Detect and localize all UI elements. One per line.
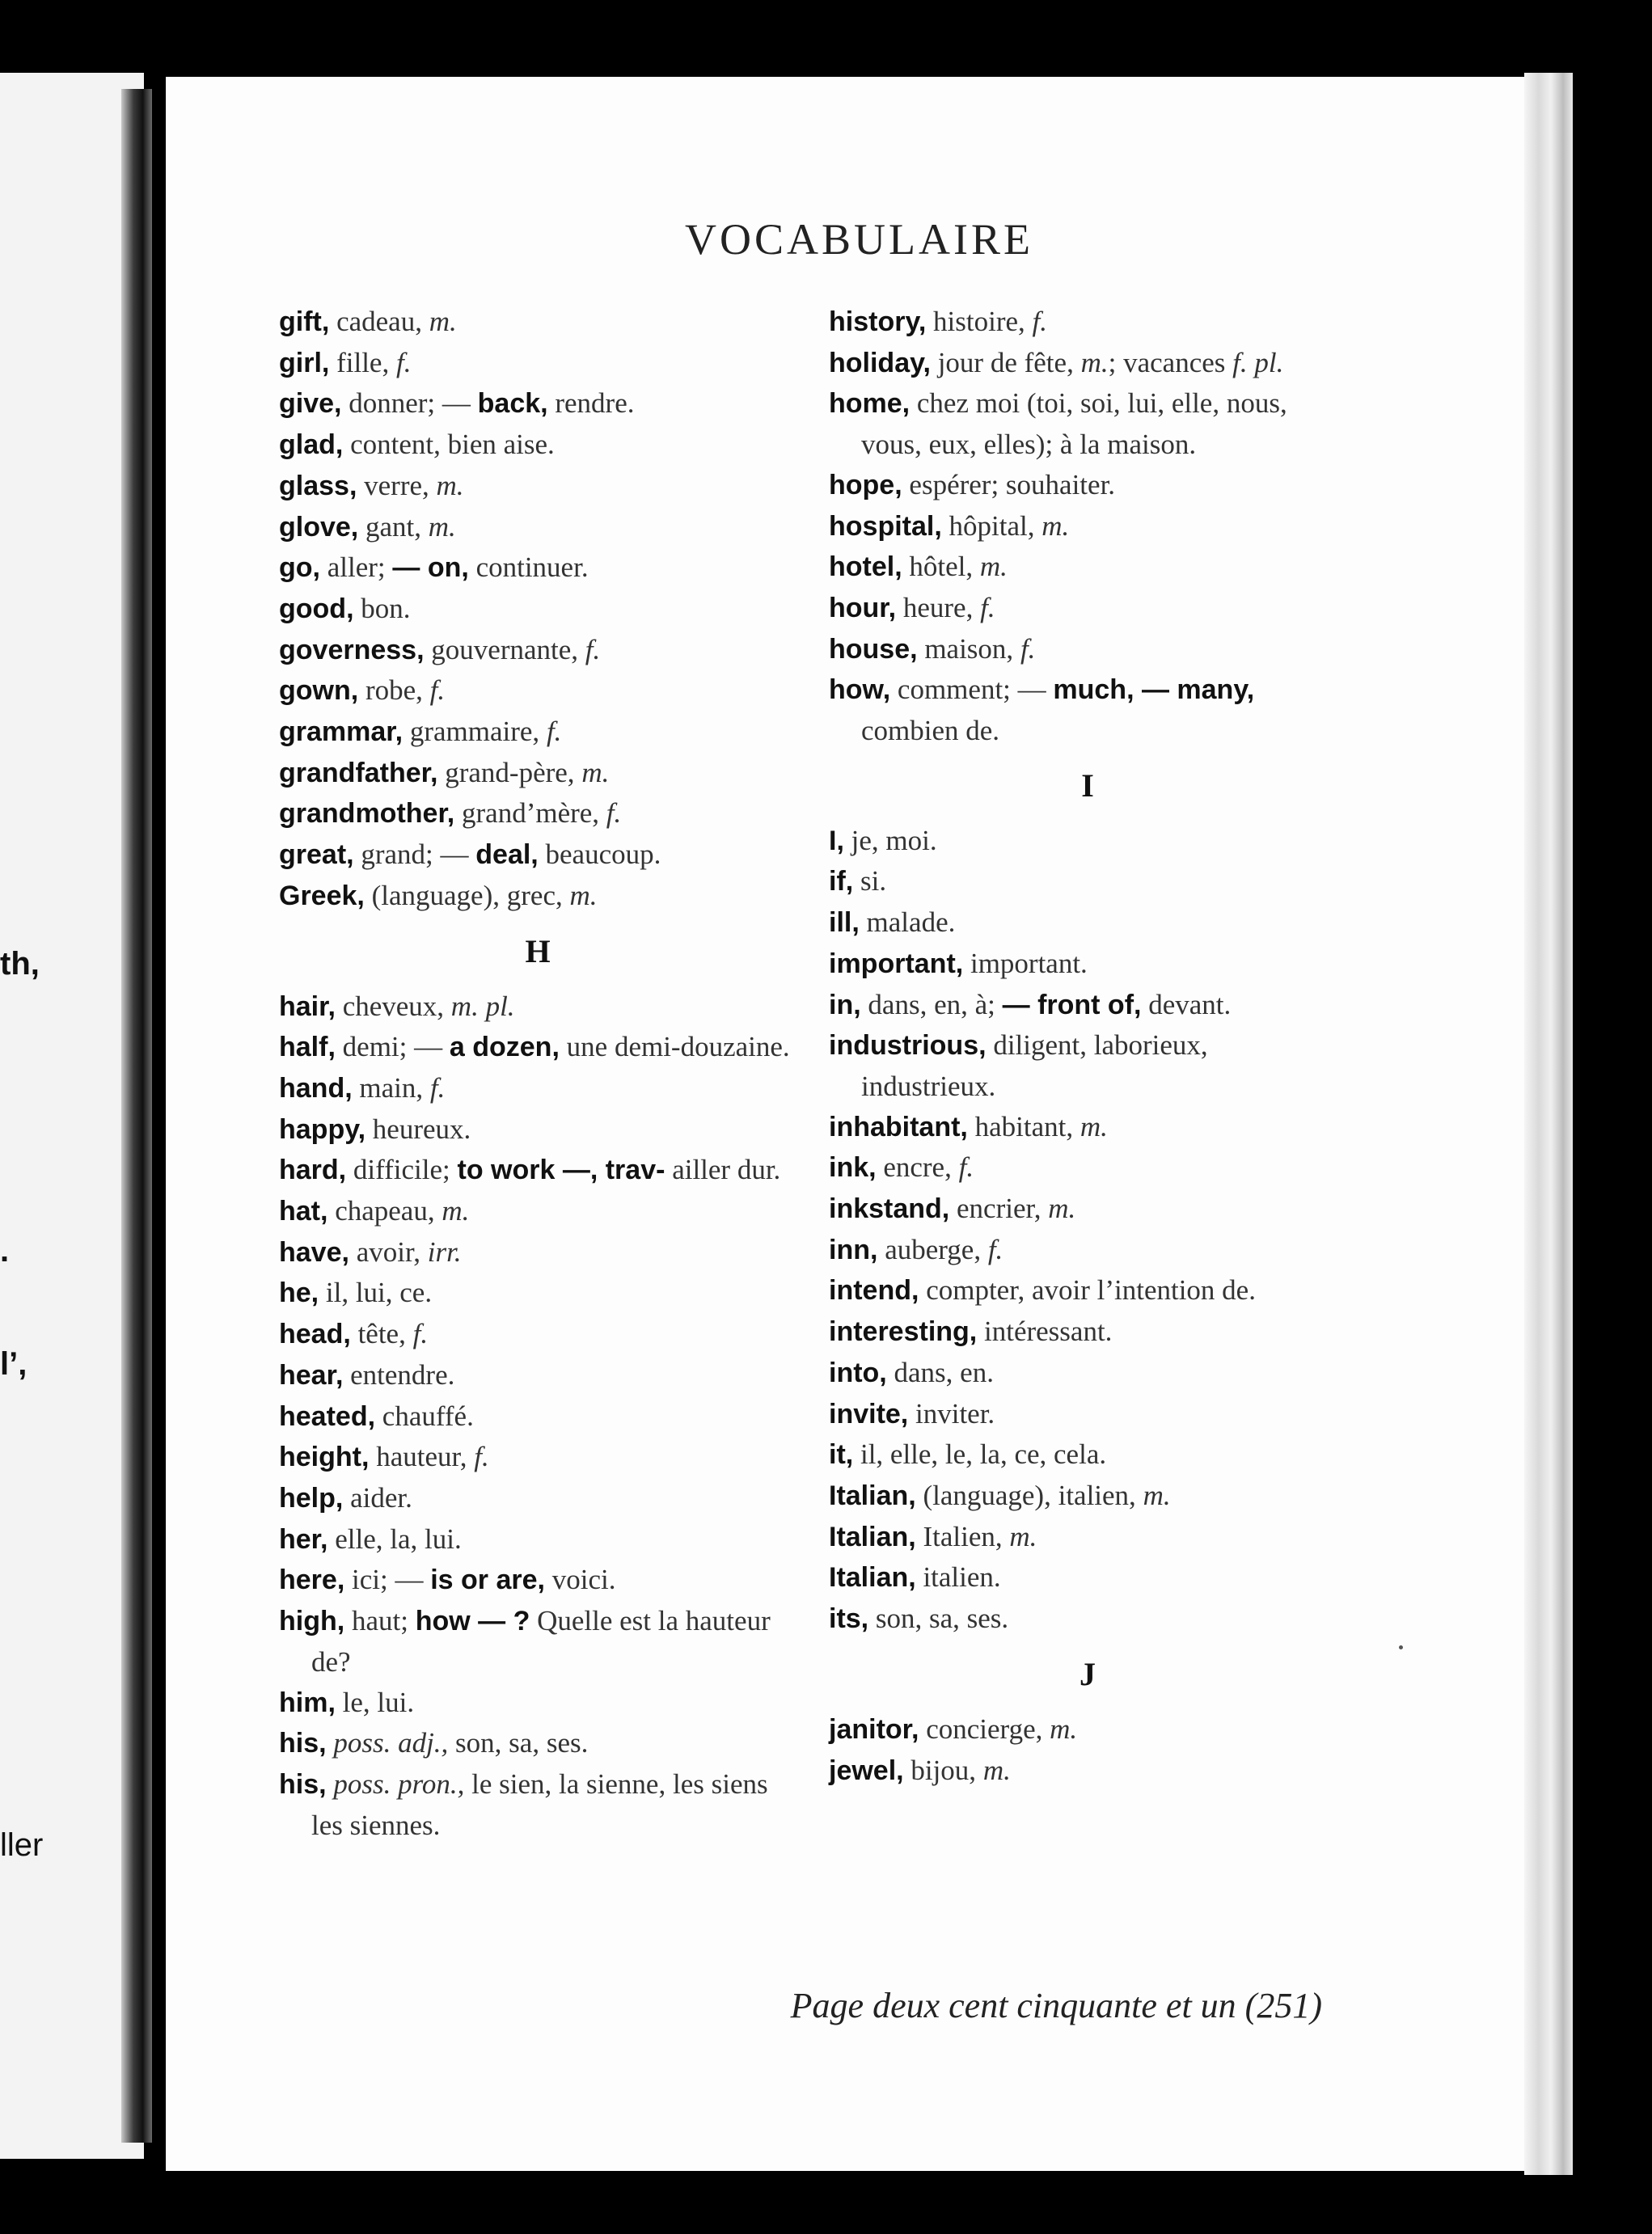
vocab-entry	[279, 670, 796, 712]
headword: house,	[829, 633, 918, 665]
headword: good,	[279, 593, 354, 624]
headword: Italian,	[829, 1562, 916, 1594]
headword: history,	[829, 306, 927, 337]
headword: into,	[829, 1357, 887, 1388]
definition-text: dans, en, à;	[860, 988, 1003, 1020]
vocab-entry	[829, 669, 1346, 750]
headword: how,	[829, 674, 891, 706]
vocab-entry	[279, 1478, 796, 1519]
grammar-note: m.	[1009, 1520, 1037, 1552]
grammar-note: f.	[1020, 632, 1036, 665]
vocab-entry	[279, 589, 796, 630]
vocab-entry	[829, 1434, 1346, 1476]
vocab-entry	[279, 1723, 796, 1764]
page-title: VOCABULAIRE	[685, 215, 1033, 264]
headword: hard,	[279, 1155, 347, 1186]
headword: glove,	[279, 511, 359, 543]
bold-phrase: a dozen,	[449, 1032, 560, 1063]
headword: great,	[279, 839, 354, 871]
grammar-note: f.	[1032, 306, 1047, 337]
bold-phrase: how — ?	[415, 1606, 530, 1637]
vocab-entry	[279, 424, 796, 466]
vocab-entry	[279, 1191, 796, 1232]
definition-text: ; vacances	[1108, 346, 1233, 378]
grammar-note: m.	[979, 551, 1008, 583]
vocab-entry	[829, 1476, 1346, 1517]
definition-text: hauteur,	[369, 1441, 475, 1473]
vocab-entry	[829, 1394, 1346, 1435]
grammar-note: m.	[569, 879, 598, 911]
vocab-entry	[279, 302, 796, 343]
vocab-entry	[829, 588, 1346, 629]
definition-text: grand’mère,	[454, 797, 606, 830]
definition-text: diligent, laborieux, industrieux.	[861, 1029, 1208, 1102]
definition-text: content, bien aise.	[343, 429, 555, 461]
definition-text: intéressant.	[977, 1315, 1113, 1348]
headword: in,	[829, 989, 861, 1020]
grammar-note: f.	[429, 1071, 446, 1104]
vocab-entry	[279, 1519, 796, 1560]
definition-text: dans, en.	[886, 1356, 994, 1388]
vocab-entry	[829, 1270, 1346, 1311]
definition-text: rendre.	[547, 387, 635, 420]
definition-text: il, elle, le, la, ce, cela.	[853, 1438, 1107, 1471]
vocab-entry	[829, 1517, 1346, 1558]
headword: glad,	[279, 429, 344, 461]
vocab-entry	[829, 302, 1346, 343]
definition-text: fille,	[329, 346, 396, 378]
headword: jewel,	[829, 1755, 904, 1786]
definition-text: encre,	[876, 1151, 959, 1184]
vocab-entry	[279, 1601, 796, 1682]
definition-text: entendre.	[343, 1358, 455, 1391]
vocab-entry	[829, 1353, 1346, 1394]
vocab-entry	[829, 821, 1346, 862]
headword: girl,	[279, 347, 330, 378]
definition-text: une demi-douzaine.	[559, 1031, 790, 1063]
left-fragment-4: ller	[0, 1827, 44, 1863]
vocab-entry	[279, 1314, 796, 1355]
vocab-entry	[279, 630, 796, 671]
grammar-note: f.	[429, 674, 446, 707]
vocab-entry	[829, 465, 1346, 506]
section-letter: I	[1081, 766, 1094, 804]
vocab-entry	[279, 1109, 796, 1151]
definition-text: ailler dur.	[665, 1154, 781, 1186]
definition-text: combien de.	[861, 715, 1000, 747]
grammar-note: f. pl.	[1232, 346, 1284, 378]
grammar-note: m.	[581, 756, 610, 788]
vocab-entry	[279, 1355, 796, 1396]
grammar-note: m.	[436, 469, 464, 501]
headword: height,	[279, 1442, 370, 1473]
grammar-note: f.	[980, 591, 995, 623]
vocab-entry	[829, 1709, 1346, 1750]
definition-text: aider.	[343, 1481, 412, 1514]
vocab-entry	[829, 1598, 1346, 1640]
left-fragment-2: .	[0, 1233, 10, 1269]
grammar-note: poss. adj.,	[333, 1727, 449, 1759]
headword: high,	[279, 1606, 345, 1637]
grammar-note: poss. pron.,	[333, 1767, 465, 1800]
headword: glass,	[279, 470, 357, 501]
headword: ink,	[829, 1152, 877, 1184]
headword: grandmother,	[279, 798, 455, 830]
definition-text: heureux.	[365, 1113, 471, 1145]
vocab-entry	[829, 1750, 1346, 1792]
vocab-entry	[279, 343, 796, 384]
definition-text: hôtel,	[902, 551, 980, 583]
definition-text: il, lui, ce.	[319, 1277, 433, 1309]
grammar-note: m.	[428, 510, 456, 543]
vocab-entry	[829, 944, 1346, 985]
definition-text: son, sa, ses.	[448, 1727, 589, 1759]
headword: grammar,	[279, 716, 403, 748]
headword: grandfather,	[279, 757, 438, 788]
headword: inhabitant,	[829, 1111, 968, 1142]
definition-text: habitant,	[967, 1110, 1080, 1142]
headword: its,	[829, 1603, 869, 1635]
definition-text: concierge,	[919, 1712, 1050, 1745]
definition-text: chapeau,	[327, 1195, 442, 1227]
bold-phrase: to work —, trav-	[457, 1155, 665, 1186]
dictionary-page	[166, 77, 1553, 2171]
headword: gift,	[279, 306, 330, 337]
definition-text: italien.	[915, 1561, 1001, 1594]
vocab-entry	[279, 466, 796, 507]
vocab-entry	[829, 629, 1346, 670]
definition-text: chez moi (toi, soi, lui, elle, nous, vous, eux, elles); à la maison.	[861, 387, 1287, 461]
definition-text: voici.	[544, 1564, 616, 1596]
headword: hotel,	[829, 551, 902, 583]
vocab-entry	[829, 1147, 1346, 1189]
definition-text: gant,	[358, 510, 429, 543]
definition-text: devant.	[1141, 988, 1232, 1020]
definition-text: (language), italien,	[915, 1479, 1143, 1511]
vocab-entry	[279, 1437, 796, 1478]
vocab-entry	[279, 1027, 796, 1068]
vocab-entry	[279, 1232, 796, 1273]
headword: home,	[829, 388, 911, 420]
vocab-entry	[279, 1396, 796, 1438]
definition-text: je, moi.	[843, 824, 937, 856]
headword: industrious,	[829, 1030, 987, 1062]
section-letter: J	[1080, 1655, 1096, 1692]
vocab-entry	[279, 1068, 796, 1109]
definition-text: donner; —	[341, 387, 478, 420]
definition-text: robe,	[358, 674, 430, 707]
definition-text: aller;	[319, 551, 393, 584]
vocabulary-column-right	[829, 302, 1346, 1791]
vocab-entry	[829, 902, 1346, 944]
grammar-note: f.	[395, 346, 412, 378]
vocab-entry	[829, 1189, 1346, 1230]
definition-text: continuer.	[468, 551, 589, 584]
page-number-footer: Page deux cent cinquante et un (251)	[790, 1986, 1322, 2025]
headword: inkstand,	[829, 1193, 950, 1225]
headword: head,	[279, 1319, 351, 1350]
definition-text: comment; —	[890, 674, 1054, 706]
headword: invite,	[829, 1398, 909, 1430]
vocab-entry	[279, 876, 796, 917]
vocab-entry	[279, 1683, 796, 1724]
headword: gown,	[279, 675, 359, 707]
definition-text: gouvernante,	[424, 633, 585, 665]
grammar-note: f.	[412, 1318, 429, 1350]
headword: it,	[829, 1439, 854, 1471]
vocab-entry	[829, 1107, 1346, 1148]
vocab-entry	[279, 1273, 796, 1314]
headword: hour,	[829, 592, 897, 623]
grammar-note: m.	[442, 1195, 470, 1227]
vocab-entry	[279, 1560, 796, 1601]
definition-text: bijou,	[903, 1754, 983, 1786]
vocab-entry	[279, 383, 796, 424]
definition-text: le sien, la sienne, les siens les siennes.	[311, 1767, 768, 1841]
grammar-note: m.	[982, 1754, 1011, 1786]
vocab-entry	[279, 753, 796, 794]
bold-phrase: — front of,	[1002, 989, 1142, 1020]
vocab-entry	[279, 793, 796, 834]
vocab-entry	[279, 1150, 796, 1191]
definition-text: cheveux,	[335, 990, 451, 1022]
speck-mark	[1399, 1645, 1403, 1649]
definition-text: le, lui.	[335, 1686, 415, 1718]
grammar-note: m.	[1050, 1712, 1078, 1745]
grammar-note: m.	[1080, 1110, 1108, 1142]
left-fragment-1: th,	[0, 946, 40, 982]
definition-text: chauffé.	[375, 1400, 474, 1432]
bold-phrase: back,	[477, 388, 548, 420]
headword: have,	[279, 1236, 349, 1268]
headword: Italian,	[829, 1480, 916, 1511]
vocab-entry	[279, 507, 796, 548]
vocab-entry	[829, 1557, 1346, 1598]
vocab-entry	[829, 1311, 1346, 1353]
definition-text: compter, avoir l’intention de.	[919, 1274, 1256, 1307]
headword: hope,	[829, 469, 902, 500]
definition-text: tête,	[350, 1318, 413, 1350]
grammar-note: f.	[606, 797, 622, 830]
headword: here,	[279, 1565, 345, 1596]
grammar-note: f.	[585, 633, 601, 665]
grammar-note: m.	[429, 306, 457, 337]
definition-text: important.	[963, 947, 1088, 979]
vocab-entry	[279, 986, 796, 1028]
bold-phrase: much, — many,	[1053, 674, 1255, 706]
page-edge	[1524, 73, 1573, 2175]
bold-phrase: is or are,	[430, 1565, 545, 1596]
headword: him,	[279, 1687, 336, 1718]
definition-text: hôpital,	[941, 509, 1042, 542]
headword: inn,	[829, 1234, 878, 1265]
grammar-note: f.	[958, 1151, 974, 1184]
headword: go,	[279, 552, 320, 584]
vocab-entry	[829, 343, 1346, 384]
book-spine	[121, 89, 152, 2143]
vocab-entry	[829, 1230, 1346, 1271]
headword: heated,	[279, 1400, 376, 1432]
headword: hair,	[279, 990, 336, 1022]
definition-text: heure,	[896, 591, 981, 623]
headword: holiday,	[829, 347, 931, 378]
vocab-entry	[279, 834, 796, 876]
headword: I,	[829, 825, 844, 856]
definition-text: histoire,	[926, 306, 1033, 337]
grammar-note: m.	[1080, 346, 1109, 378]
definition-text: haut;	[344, 1605, 416, 1637]
grammar-note: f.	[546, 716, 562, 748]
definition-text: espérer; souhaiter.	[902, 468, 1116, 500]
vocabulary-column-left	[279, 302, 796, 1845]
headword: if,	[829, 866, 854, 897]
definition-text: avoir,	[349, 1235, 428, 1268]
section-letter: H	[525, 932, 551, 969]
grammar-note: m.	[1048, 1193, 1076, 1225]
definition-text: malade.	[859, 906, 956, 939]
left-fragment-3: l’,	[0, 1346, 27, 1382]
definition-text: maison,	[917, 632, 1020, 665]
bold-phrase: deal,	[475, 839, 539, 871]
vocab-entry	[279, 1764, 796, 1845]
vocab-entry	[829, 985, 1346, 1026]
definition-text: verre,	[357, 469, 437, 501]
headword: help,	[279, 1482, 344, 1514]
definition-text: (language), grec,	[364, 879, 570, 911]
headword: give,	[279, 388, 342, 420]
headword: ill,	[829, 907, 860, 939]
headword: hospital,	[829, 510, 942, 542]
grammar-note: f.	[474, 1441, 489, 1473]
definition-text: jour de fête,	[930, 346, 1081, 378]
definition-text: auberge,	[877, 1233, 988, 1265]
headword: his,	[279, 1728, 327, 1759]
vocab-entry	[279, 712, 796, 753]
headword: intend,	[829, 1275, 919, 1307]
headword: interesting,	[829, 1316, 978, 1348]
vocab-entry	[279, 547, 796, 589]
definition-text: grand-père,	[437, 756, 582, 788]
definition-text: demi; —	[335, 1031, 450, 1063]
definition-text: encrier,	[949, 1193, 1049, 1225]
headword: half,	[279, 1032, 336, 1063]
headword: Greek,	[279, 880, 365, 911]
headword: hat,	[279, 1196, 328, 1227]
definition-text: main,	[352, 1071, 430, 1104]
headword: important,	[829, 948, 964, 979]
grammar-note: f.	[987, 1233, 1003, 1265]
definition-text: son, sa, ses.	[868, 1603, 1009, 1635]
headword: hear,	[279, 1359, 344, 1391]
definition-text: Italien,	[915, 1520, 1010, 1552]
definition-text: grand; —	[353, 838, 476, 871]
grammar-note: m.	[1143, 1479, 1171, 1511]
definition-text: Quelle est la hauteur de?	[311, 1605, 771, 1678]
vocab-entry	[829, 861, 1346, 902]
definition-text: grammaire,	[403, 716, 547, 748]
headword: his,	[279, 1768, 327, 1800]
vocab-entry	[829, 547, 1346, 588]
definition-text: inviter.	[908, 1397, 995, 1430]
headword: janitor,	[829, 1713, 919, 1745]
headword: he,	[279, 1277, 319, 1309]
headword: governess,	[279, 634, 425, 665]
grammar-note: m.	[1041, 509, 1070, 542]
definition-text: difficile;	[346, 1154, 458, 1186]
headword: hand,	[279, 1072, 353, 1104]
grammar-note: irr.	[427, 1235, 462, 1268]
headword: Italian,	[829, 1521, 916, 1552]
definition-text: si.	[853, 865, 887, 897]
definition-text: bon.	[353, 592, 411, 624]
definition-text: ici; —	[344, 1564, 431, 1596]
definition-text: elle, la, lui.	[327, 1522, 462, 1555]
headword: her,	[279, 1523, 328, 1555]
vocab-entry	[829, 383, 1346, 464]
headword: happy,	[279, 1113, 366, 1145]
definition-text: beaucoup.	[538, 838, 661, 871]
definition-text: cadeau,	[329, 306, 429, 337]
grammar-note: m. pl.	[450, 990, 515, 1022]
vocab-entry	[829, 506, 1346, 547]
bold-phrase: — on,	[392, 552, 469, 584]
vocab-entry	[829, 1025, 1346, 1106]
